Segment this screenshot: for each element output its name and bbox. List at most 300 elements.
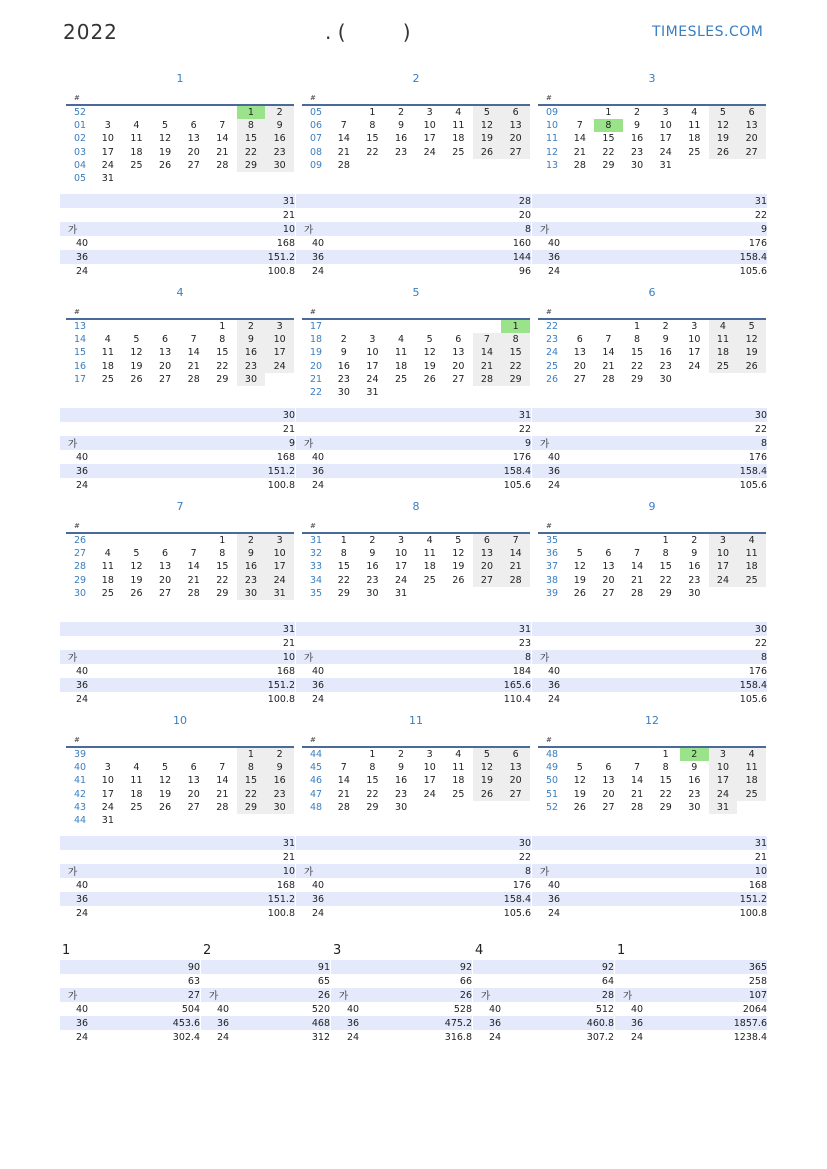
day-cell[interactable]: 28	[602, 373, 615, 385]
day-cell[interactable]: 7	[473, 333, 502, 346]
day-cell[interactable]: 21	[473, 360, 502, 373]
day-cell[interactable]: 29	[659, 801, 672, 813]
day-cell[interactable]: 6	[501, 747, 530, 761]
day-cell[interactable]: 14	[573, 133, 586, 145]
day-cell[interactable]: 1	[219, 535, 226, 546]
day-cell[interactable]: 16	[237, 346, 266, 359]
day-cell[interactable]: 21	[216, 788, 229, 800]
day-cell[interactable]: 25	[737, 788, 766, 801]
day-cell[interactable]: 14	[602, 347, 615, 359]
day-cell[interactable]: 13	[159, 347, 172, 359]
day-cell[interactable]: 22	[216, 360, 229, 372]
day-cell[interactable]: 13	[187, 133, 200, 145]
day-cell[interactable]: 8	[237, 119, 266, 132]
day-cell[interactable]: 11	[101, 347, 114, 359]
day-cell[interactable]: 21	[216, 146, 229, 158]
day-cell[interactable]: 17	[709, 560, 738, 573]
day-cell[interactable]: 4	[104, 548, 111, 560]
day-cell[interactable]: 19	[473, 132, 502, 145]
day-cell[interactable]: 10	[265, 333, 294, 346]
day-cell[interactable]: 20	[602, 788, 615, 800]
day-cell[interactable]: 15	[216, 347, 229, 359]
day-cell[interactable]: 13	[573, 347, 586, 359]
day-cell[interactable]: 15	[501, 346, 530, 359]
day-cell[interactable]: 23	[631, 146, 644, 158]
day-cell[interactable]: 7	[605, 334, 612, 346]
day-cell[interactable]: 9	[265, 119, 294, 132]
day-cell[interactable]: 3	[265, 533, 294, 547]
day-cell[interactable]: 20	[501, 132, 530, 145]
day-cell[interactable]: 11	[395, 347, 408, 359]
day-cell[interactable]: 22	[659, 788, 672, 800]
day-cell[interactable]: 12	[473, 761, 502, 774]
day-cell[interactable]: 12	[737, 333, 766, 346]
day-cell[interactable]: 31	[709, 801, 738, 814]
day-cell[interactable]: 22	[631, 360, 644, 372]
day-cell[interactable]: 27	[473, 574, 502, 587]
day-cell[interactable]: 31	[101, 815, 114, 827]
day-cell[interactable]: 7	[219, 762, 226, 774]
day-cell[interactable]: 20	[602, 574, 615, 586]
day-cell[interactable]: 30	[337, 387, 350, 399]
day-cell[interactable]: 5	[162, 762, 169, 774]
day-cell[interactable]: 24	[423, 788, 436, 800]
day-cell[interactable]: 25	[737, 574, 766, 587]
day-cell[interactable]: 2	[680, 747, 709, 761]
day-cell[interactable]: 2	[398, 107, 405, 118]
day-cell[interactable]: 10	[423, 120, 436, 132]
day-cell[interactable]: 18	[452, 133, 465, 145]
day-cell[interactable]: 3	[104, 120, 111, 132]
day-cell[interactable]: 1	[662, 535, 669, 546]
day-cell[interactable]: 2	[265, 105, 294, 119]
day-cell[interactable]: 15	[237, 774, 266, 787]
day-cell[interactable]: 17	[423, 133, 436, 145]
day-cell[interactable]: 13	[159, 561, 172, 573]
day-cell[interactable]: 6	[605, 548, 612, 560]
day-cell[interactable]: 26	[423, 373, 436, 385]
day-cell[interactable]: 4	[737, 533, 766, 547]
day-cell[interactable]: 10	[265, 547, 294, 560]
day-cell[interactable]: 28	[187, 373, 200, 385]
day-cell[interactable]: 20	[159, 360, 172, 372]
day-cell[interactable]: 5	[426, 334, 433, 346]
day-cell[interactable]: 14	[187, 347, 200, 359]
day-cell[interactable]: 1	[340, 535, 347, 546]
day-cell[interactable]: 31	[395, 587, 408, 599]
day-cell[interactable]: 15	[602, 133, 615, 145]
day-cell[interactable]: 21	[187, 360, 200, 372]
day-cell[interactable]: 17	[395, 561, 408, 573]
day-cell[interactable]: 19	[573, 574, 586, 586]
day-cell[interactable]: 1	[605, 107, 612, 118]
day-cell[interactable]: 23	[265, 146, 294, 159]
day-cell[interactable]: 2	[340, 334, 347, 346]
day-cell[interactable]: 28	[216, 801, 229, 813]
day-cell[interactable]: 26	[573, 801, 586, 813]
day-cell[interactable]: 1	[662, 749, 669, 760]
day-cell[interactable]: 20	[573, 360, 586, 372]
day-cell[interactable]: 12	[473, 119, 502, 132]
day-cell[interactable]: 5	[473, 105, 502, 119]
day-cell[interactable]: 26	[737, 360, 766, 373]
day-cell[interactable]: 16	[659, 347, 672, 359]
day-cell[interactable]: 28	[337, 801, 350, 813]
day-cell[interactable]: 22	[366, 146, 379, 158]
day-cell[interactable]: 12	[573, 561, 586, 573]
day-cell[interactable]: 4	[709, 319, 738, 333]
day-cell[interactable]: 3	[265, 319, 294, 333]
day-cell[interactable]: 7	[190, 334, 197, 346]
day-cell[interactable]: 23	[688, 788, 701, 800]
day-cell[interactable]: 6	[190, 120, 197, 132]
day-cell[interactable]: 3	[104, 762, 111, 774]
day-cell[interactable]: 25	[130, 159, 143, 171]
day-cell[interactable]: 20	[473, 560, 502, 573]
day-cell[interactable]: 10	[659, 120, 672, 132]
day-cell[interactable]: 25	[101, 373, 114, 385]
day-cell[interactable]: 11	[101, 561, 114, 573]
day-cell[interactable]: 4	[426, 535, 433, 546]
day-cell[interactable]: 9	[634, 120, 641, 132]
day-cell[interactable]: 28	[473, 373, 502, 386]
day-cell[interactable]: 21	[187, 574, 200, 586]
day-cell[interactable]: 19	[709, 132, 738, 145]
day-cell[interactable]: 29	[366, 801, 379, 813]
day-cell[interactable]: 30	[237, 373, 266, 386]
day-cell[interactable]: 26	[709, 146, 738, 159]
day-cell[interactable]: 30	[265, 801, 294, 814]
day-cell[interactable]: 11	[452, 120, 465, 132]
day-cell[interactable]: 11	[130, 775, 143, 787]
day-cell[interactable]: 22	[366, 788, 379, 800]
day-cell[interactable]: 14	[337, 775, 350, 787]
day-cell[interactable]: 30	[395, 801, 408, 813]
day-cell[interactable]: 4	[455, 107, 462, 118]
day-cell[interactable]: 18	[688, 133, 701, 145]
day-cell[interactable]: 9	[662, 334, 669, 346]
day-cell[interactable]: 6	[455, 334, 462, 346]
day-cell[interactable]: 15	[216, 561, 229, 573]
day-cell[interactable]: 16	[237, 560, 266, 573]
day-cell[interactable]: 30	[688, 587, 701, 599]
day-cell[interactable]: 19	[452, 561, 465, 573]
day-cell[interactable]: 17	[265, 560, 294, 573]
day-cell[interactable]: 16	[688, 775, 701, 787]
day-cell[interactable]: 22	[501, 360, 530, 373]
day-cell[interactable]: 26	[130, 373, 143, 385]
day-cell[interactable]: 8	[662, 548, 669, 560]
day-cell[interactable]: 12	[452, 548, 465, 560]
day-cell[interactable]: 4	[691, 107, 698, 118]
day-cell[interactable]: 10	[101, 133, 114, 145]
day-cell[interactable]: 27	[187, 159, 200, 171]
day-cell[interactable]: 11	[709, 333, 738, 346]
day-cell[interactable]: 7	[576, 120, 583, 132]
day-cell[interactable]: 30	[659, 373, 672, 385]
day-cell[interactable]: 28	[631, 801, 644, 813]
day-cell[interactable]: 17	[101, 788, 114, 800]
day-cell[interactable]: 8	[634, 334, 641, 346]
day-cell[interactable]: 1	[237, 105, 266, 119]
day-cell[interactable]: 29	[337, 587, 350, 599]
day-cell[interactable]: 4	[104, 334, 111, 346]
day-cell[interactable]: 5	[455, 535, 462, 546]
day-cell[interactable]: 5	[576, 548, 583, 560]
day-cell[interactable]: 13	[737, 119, 766, 132]
day-cell[interactable]: 8	[501, 333, 530, 346]
day-cell[interactable]: 7	[219, 120, 226, 132]
day-cell[interactable]: 24	[101, 801, 114, 813]
day-cell[interactable]: 5	[576, 762, 583, 774]
day-cell[interactable]: 26	[159, 159, 172, 171]
day-cell[interactable]: 26	[452, 574, 465, 586]
day-cell[interactable]: 24	[101, 159, 114, 171]
day-cell[interactable]: 1	[237, 747, 266, 761]
day-cell[interactable]: 27	[737, 146, 766, 159]
day-cell[interactable]: 5	[162, 120, 169, 132]
day-cell[interactable]: 25	[709, 360, 738, 373]
day-cell[interactable]: 13	[473, 547, 502, 560]
day-cell[interactable]: 8	[662, 762, 669, 774]
day-cell[interactable]: 3	[426, 107, 433, 118]
day-cell[interactable]: 9	[691, 548, 698, 560]
day-cell[interactable]: 19	[159, 146, 172, 158]
day-cell[interactable]: 27	[159, 587, 172, 599]
day-cell[interactable]: 29	[237, 159, 266, 172]
day-cell[interactable]: 22	[337, 574, 350, 586]
day-cell[interactable]: 2	[237, 533, 266, 547]
day-cell[interactable]: 11	[737, 761, 766, 774]
day-cell[interactable]: 7	[634, 548, 641, 560]
day-cell[interactable]: 1	[369, 107, 376, 118]
day-cell[interactable]: 29	[237, 801, 266, 814]
day-cell[interactable]: 21	[501, 560, 530, 573]
day-cell[interactable]: 23	[237, 574, 266, 587]
day-cell[interactable]: 1	[219, 321, 226, 332]
day-cell[interactable]: 16	[265, 774, 294, 787]
day-cell[interactable]: 11	[452, 762, 465, 774]
day-cell[interactable]: 12	[159, 775, 172, 787]
day-cell[interactable]: 17	[709, 774, 738, 787]
day-cell[interactable]: 18	[395, 360, 408, 372]
day-cell[interactable]: 11	[688, 120, 701, 132]
day-cell[interactable]: 12	[130, 561, 143, 573]
day-cell[interactable]: 14	[473, 346, 502, 359]
day-cell[interactable]: 10	[709, 547, 738, 560]
day-cell[interactable]: 26	[159, 801, 172, 813]
day-cell[interactable]: 26	[473, 788, 502, 801]
day-cell[interactable]: 18	[130, 788, 143, 800]
day-cell[interactable]: 22	[602, 146, 615, 158]
day-cell[interactable]: 13	[501, 119, 530, 132]
day-cell[interactable]: 18	[130, 146, 143, 158]
day-cell[interactable]: 27	[573, 373, 586, 385]
day-cell[interactable]: 30	[688, 801, 701, 813]
day-cell[interactable]: 25	[688, 146, 701, 158]
day-cell[interactable]: 26	[473, 146, 502, 159]
day-cell[interactable]: 15	[631, 347, 644, 359]
day-cell[interactable]: 6	[190, 762, 197, 774]
day-cell[interactable]: 12	[159, 133, 172, 145]
day-cell[interactable]: 18	[709, 346, 738, 359]
day-cell[interactable]: 10	[101, 775, 114, 787]
day-cell[interactable]: 14	[631, 775, 644, 787]
day-cell[interactable]: 16	[395, 133, 408, 145]
day-cell[interactable]: 24	[709, 574, 738, 587]
day-cell[interactable]: 19	[130, 360, 143, 372]
day-cell[interactable]: 28	[187, 587, 200, 599]
day-cell[interactable]: 28	[501, 574, 530, 587]
day-cell[interactable]: 22	[659, 574, 672, 586]
day-cell[interactable]: 2	[398, 749, 405, 760]
day-cell[interactable]: 17	[101, 146, 114, 158]
day-cell[interactable]: 2	[662, 321, 669, 332]
day-cell[interactable]: 17	[688, 347, 701, 359]
day-cell[interactable]: 30	[237, 587, 266, 600]
day-cell[interactable]: 20	[159, 574, 172, 586]
day-cell[interactable]: 6	[501, 105, 530, 119]
day-cell[interactable]: 30	[366, 587, 379, 599]
day-cell[interactable]: 1	[501, 319, 530, 333]
day-cell[interactable]: 4	[133, 120, 140, 132]
day-cell[interactable]: 13	[602, 775, 615, 787]
day-cell[interactable]: 3	[426, 749, 433, 760]
day-cell[interactable]: 30	[631, 159, 644, 171]
day-cell[interactable]: 2	[691, 535, 698, 546]
day-cell[interactable]: 20	[452, 360, 465, 372]
day-cell[interactable]: 27	[501, 788, 530, 801]
day-cell[interactable]: 29	[216, 587, 229, 599]
day-cell[interactable]: 8	[369, 120, 376, 132]
day-cell[interactable]: 13	[452, 347, 465, 359]
day-cell[interactable]: 13	[501, 761, 530, 774]
day-cell[interactable]: 31	[265, 587, 294, 600]
site-logo[interactable]: TIMESLES.COM	[652, 24, 764, 40]
day-cell[interactable]: 19	[573, 788, 586, 800]
day-cell[interactable]: 6	[605, 762, 612, 774]
day-cell[interactable]: 20	[501, 774, 530, 787]
day-cell[interactable]: 16	[395, 775, 408, 787]
day-cell[interactable]: 17	[659, 133, 672, 145]
day-cell[interactable]: 8	[340, 548, 347, 560]
day-cell[interactable]: 16	[366, 561, 379, 573]
day-cell[interactable]: 5	[473, 747, 502, 761]
day-cell[interactable]: 27	[187, 801, 200, 813]
day-cell[interactable]: 19	[473, 774, 502, 787]
day-cell[interactable]: 31	[101, 173, 114, 185]
day-cell[interactable]: 3	[691, 321, 698, 332]
day-cell[interactable]: 4	[398, 334, 405, 346]
day-cell[interactable]: 8	[219, 334, 226, 346]
day-cell[interactable]: 18	[737, 774, 766, 787]
day-cell[interactable]: 7	[501, 533, 530, 547]
day-cell[interactable]: 5	[709, 105, 738, 119]
day-cell[interactable]: 12	[423, 347, 436, 359]
day-cell[interactable]: 16	[337, 360, 350, 372]
day-cell[interactable]: 29	[631, 373, 644, 385]
day-cell[interactable]: 24	[265, 574, 294, 587]
day-cell[interactable]: 6	[576, 334, 583, 346]
day-cell[interactable]: 10	[709, 761, 738, 774]
day-cell[interactable]: 16	[631, 133, 644, 145]
day-cell[interactable]: 12	[573, 775, 586, 787]
day-cell[interactable]: 29	[602, 159, 615, 171]
day-cell[interactable]: 5	[133, 334, 140, 346]
day-cell[interactable]: 14	[501, 547, 530, 560]
day-cell[interactable]: 3	[398, 535, 405, 546]
day-cell[interactable]: 1	[369, 749, 376, 760]
day-cell[interactable]: 28	[337, 159, 350, 171]
day-cell[interactable]: 27	[159, 373, 172, 385]
day-cell[interactable]: 18	[737, 560, 766, 573]
day-cell[interactable]: 17	[265, 346, 294, 359]
day-cell[interactable]: 4	[737, 747, 766, 761]
day-cell[interactable]: 9	[369, 548, 376, 560]
day-cell[interactable]: 9	[398, 762, 405, 774]
day-cell[interactable]: 15	[659, 561, 672, 573]
day-cell[interactable]: 16	[265, 132, 294, 145]
day-cell[interactable]: 20	[187, 146, 200, 158]
day-cell[interactable]: 12	[130, 347, 143, 359]
day-cell[interactable]: 27	[452, 373, 465, 385]
day-cell[interactable]: 21	[573, 146, 586, 158]
day-cell[interactable]: 25	[423, 574, 436, 586]
day-cell[interactable]: 4	[455, 749, 462, 760]
day-cell[interactable]: 7	[340, 762, 347, 774]
day-cell[interactable]: 25	[101, 587, 114, 599]
day-cell[interactable]: 9	[237, 547, 266, 560]
day-cell[interactable]: 23	[265, 788, 294, 801]
day-cell[interactable]: 27	[602, 587, 615, 599]
day-cell[interactable]: 18	[452, 775, 465, 787]
day-cell[interactable]: 26	[130, 587, 143, 599]
day-cell[interactable]: 9	[398, 120, 405, 132]
day-cell[interactable]: 23	[659, 360, 672, 372]
day-cell[interactable]: 9	[691, 762, 698, 774]
day-cell[interactable]: 3	[662, 107, 669, 118]
day-cell[interactable]: 3	[709, 533, 738, 547]
day-cell[interactable]: 1	[634, 321, 641, 332]
day-cell[interactable]: 23	[337, 373, 350, 385]
day-cell[interactable]: 19	[130, 574, 143, 586]
day-cell[interactable]: 27	[501, 146, 530, 159]
day-cell[interactable]: 24	[688, 360, 701, 372]
day-cell[interactable]: 2	[634, 107, 641, 118]
day-cell[interactable]: 22	[216, 574, 229, 586]
day-cell[interactable]: 6	[162, 334, 169, 346]
day-cell[interactable]: 24	[395, 574, 408, 586]
day-cell[interactable]: 21	[337, 788, 350, 800]
day-cell[interactable]: 19	[159, 788, 172, 800]
day-cell[interactable]: 19	[737, 346, 766, 359]
day-cell[interactable]: 18	[423, 561, 436, 573]
day-cell[interactable]: 6	[162, 548, 169, 560]
day-cell[interactable]: 23	[366, 574, 379, 586]
day-cell[interactable]: 18	[101, 574, 114, 586]
day-cell[interactable]: 29	[501, 373, 530, 386]
day-cell[interactable]: 2	[237, 319, 266, 333]
day-cell[interactable]: 9	[237, 333, 266, 346]
day-cell[interactable]: 15	[659, 775, 672, 787]
day-cell[interactable]: 3	[709, 747, 738, 761]
day-cell[interactable]: 8	[219, 548, 226, 560]
day-cell[interactable]: 12	[709, 119, 738, 132]
day-cell[interactable]: 15	[366, 133, 379, 145]
day-cell[interactable]: 11	[130, 133, 143, 145]
day-cell[interactable]: 30	[265, 159, 294, 172]
day-cell[interactable]: 11	[423, 548, 436, 560]
